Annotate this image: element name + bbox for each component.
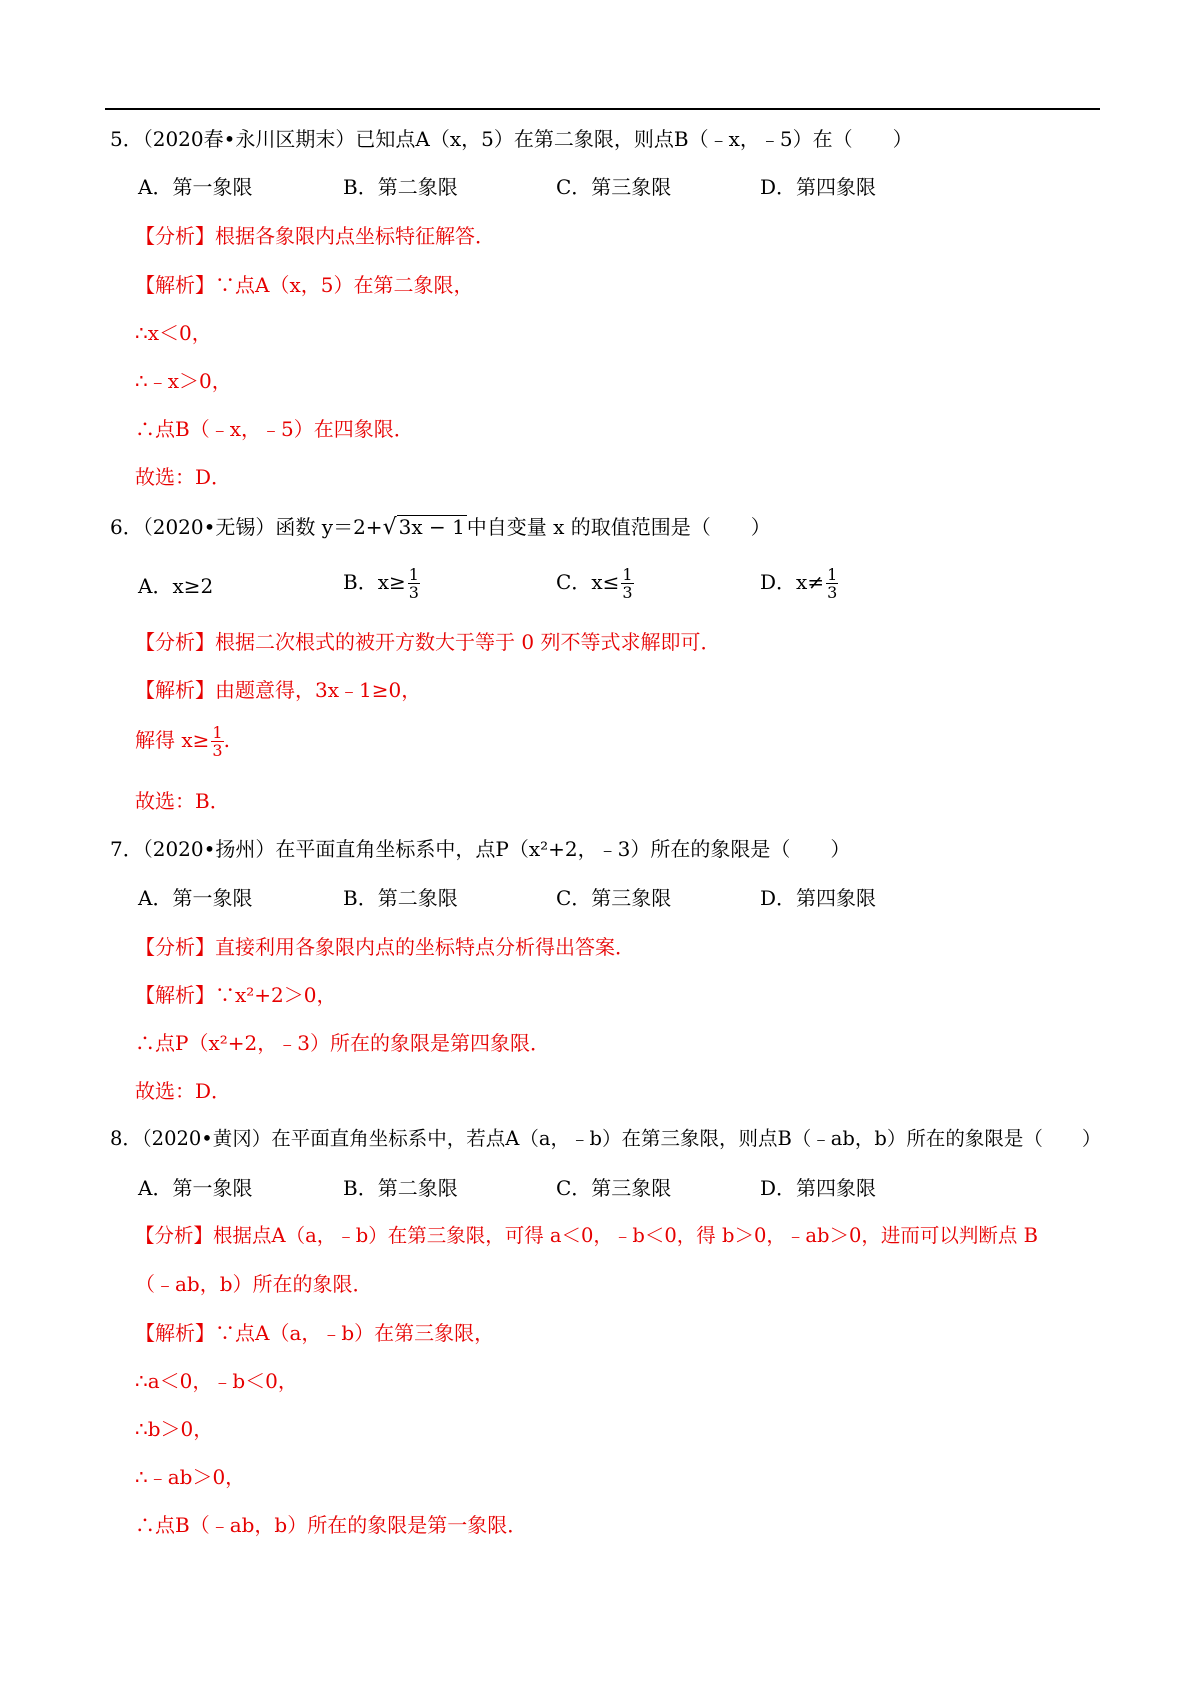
fraction-numerator: 1 xyxy=(408,565,419,584)
fraction-denominator: 3 xyxy=(408,583,419,602)
q5-option-c: C．第三象限 xyxy=(556,175,672,199)
fraction-numerator: 1 xyxy=(827,565,838,584)
question-7-stem: 7．（2020•扬州）在平面直角坐标系中，点P（x²+2，﹣3）所在的象限是（ ） xyxy=(110,837,851,861)
q5-solution-2: ∴x＜0， xyxy=(135,321,212,345)
q7-analysis: 【分析】直接利用各象限内点的坐标特点分析得出答案． xyxy=(135,935,635,959)
fraction-denominator: 3 xyxy=(212,741,223,760)
q8-solution-4: ∴﹣ab＞0， xyxy=(135,1465,246,1489)
q6-stem-suffix: 中自变量 x 的取值范围是（ ） xyxy=(466,515,771,539)
q7-solution-2: ∴点P（x²+2，﹣3）所在的象限是第四象限． xyxy=(135,1031,550,1055)
radical-sign: √ xyxy=(382,515,397,540)
q6-option-d-text: x≠ xyxy=(796,570,825,594)
q6-option-d xyxy=(760,566,838,601)
q8-solution-3: ∴b＞0， xyxy=(135,1417,214,1441)
question-5-stem: 5．（2020春•永川区期末）已知点A（x，5）在第二象限，则点B（﹣x，﹣5）在（ ） xyxy=(110,127,913,151)
q6-solution-2-suffix: . xyxy=(223,728,230,752)
q6-option-b-label: B． xyxy=(343,570,378,594)
q5-solution-4: ∴点B（﹣x，﹣5）在四象限． xyxy=(135,417,414,441)
q8-option-c: C．第三象限 xyxy=(556,1176,672,1200)
q5-option-b: B．第二象限 xyxy=(343,175,458,199)
q5-option-d: D．第四象限 xyxy=(760,175,877,199)
fraction-denominator: 3 xyxy=(622,583,633,602)
q6-option-a xyxy=(138,573,213,599)
q6-option-d-fraction xyxy=(826,566,838,601)
q7-option-b: B．第二象限 xyxy=(343,886,458,910)
q6-option-b-text: x≥ xyxy=(377,570,406,594)
q8-solution-1: 【解析】∵点A（a，﹣b）在第三象限， xyxy=(135,1321,495,1345)
q6-solution-1: 【解析】由题意得，3x﹣1≥0， xyxy=(135,678,422,702)
q6-analysis: 【分析】根据二次根式的被开方数大于等于 0 列不等式求解即可． xyxy=(135,630,721,654)
q7-solution-1: 【解析】∵x²+2＞0， xyxy=(135,983,337,1007)
q6-option-d-label: D． xyxy=(760,570,797,594)
q6-option-c xyxy=(556,566,634,601)
q6-solution-fraction xyxy=(211,724,223,759)
q6-option-c-label: C． xyxy=(556,570,592,594)
q8-option-a: A．第一象限 xyxy=(138,1176,253,1200)
question-8-stem: 8．（2020•黄冈）在平面直角坐标系中，若点A（a，﹣b）在第三象限，则点B（﹣ab，b）所在的象限是（ ） xyxy=(110,1127,1102,1150)
header-rule xyxy=(105,108,1100,110)
q7-solution-3: 故选：D． xyxy=(135,1079,232,1103)
q8-option-d: D．第四象限 xyxy=(760,1176,877,1200)
q6-solution-3: 故选：B． xyxy=(135,789,230,813)
q5-solution-5: 故选：D． xyxy=(135,465,232,489)
q6-solution-2 xyxy=(135,724,230,759)
q8-analysis-1: 【分析】根据点A（a，﹣b）在第三象限，可得 a＜0，﹣b＜0，得 b＞0，﹣ab＞0，进而可以判断点 B xyxy=(135,1224,1038,1247)
q6-stem-prefix: 6．（2020•无锡）函数 y＝2+ xyxy=(110,515,383,539)
q5-option-a: A．第一象限 xyxy=(138,175,253,199)
q5-analysis: 【分析】根据各象限内点坐标特征解答． xyxy=(135,224,495,248)
q7-option-d: D．第四象限 xyxy=(760,886,877,910)
q6-radicand: 3x − 1 xyxy=(398,515,465,539)
q5-solution-3: ∴﹣x＞0， xyxy=(135,369,232,393)
q8-solution-2: ∴a＜0，﹣b＜0， xyxy=(135,1369,298,1393)
q6-option-c-text: x≤ xyxy=(591,570,620,594)
q7-option-c: C．第三象限 xyxy=(556,886,672,910)
q6-option-a-text: x≥2 xyxy=(172,574,214,598)
q8-option-b: B．第二象限 xyxy=(343,1176,458,1200)
question-6-stem xyxy=(110,514,771,541)
fraction-numerator: 1 xyxy=(622,565,633,584)
q6-option-c-fraction xyxy=(621,566,633,601)
fraction-denominator: 3 xyxy=(827,583,838,602)
q6-option-b xyxy=(343,566,420,601)
q8-analysis-2: （﹣ab，b）所在的象限． xyxy=(135,1272,373,1296)
q8-solution-5: ∴点B（﹣ab，b）所在的象限是第一象限． xyxy=(135,1513,528,1537)
fraction-numerator: 1 xyxy=(212,723,223,742)
q6-option-b-fraction xyxy=(408,566,420,601)
q7-option-a: A．第一象限 xyxy=(138,886,253,910)
q6-solution-2-prefix: 解得 x≥ xyxy=(135,728,210,752)
q5-solution-1: 【解析】∵点A（x，5）在第二象限， xyxy=(135,273,474,297)
q6-option-a-label: A． xyxy=(138,574,173,598)
